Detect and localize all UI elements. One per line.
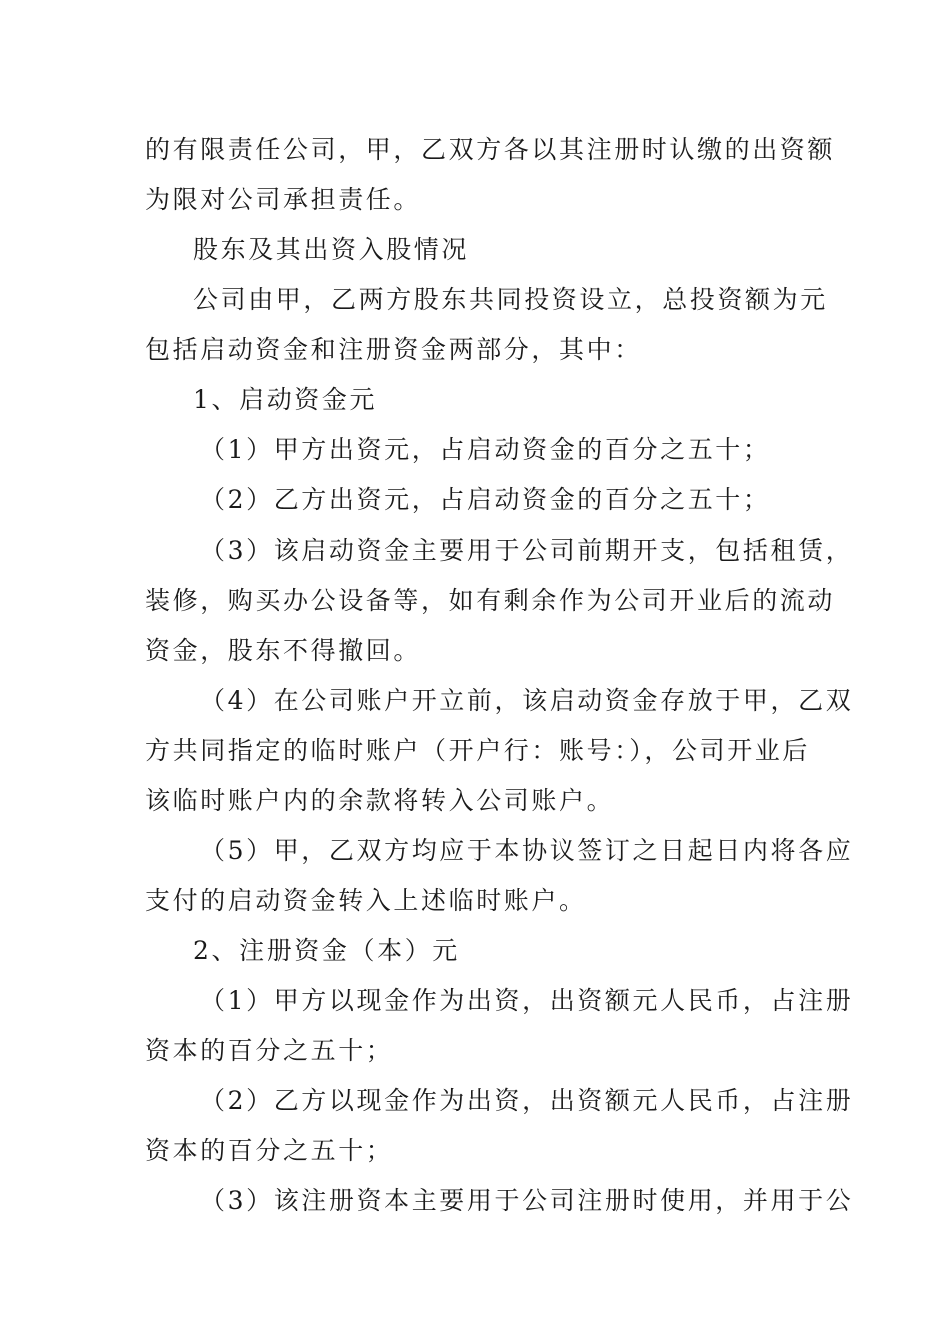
paragraph-line: 资本的百分之五十； xyxy=(145,1036,394,1065)
list-item: （1）甲方出资元，占启动资金的百分之五十； xyxy=(200,435,771,464)
paragraph-line: 该临时账户内的余款将转入公司账户。 xyxy=(145,786,615,815)
list-heading: 2、注册资金（本）元 xyxy=(193,936,460,965)
list-heading: 1、启动资金元 xyxy=(193,385,378,414)
paragraph-line: 资本的百分之五十； xyxy=(145,1136,394,1165)
paragraph-line: 装修，购买办公设备等，如有剩余作为公司开业后的流动 xyxy=(145,586,836,615)
list-item: （4）在公司账户开立前，该启动资金存放于甲，乙双 xyxy=(200,686,854,715)
paragraph-line: 支付的启动资金转入上述临时账户。 xyxy=(145,886,587,915)
list-item: （5）甲，乙双方均应于本协议签订之日起日内将各应 xyxy=(200,836,854,865)
list-item: （2）乙方出资元，占启动资金的百分之五十； xyxy=(200,485,771,514)
paragraph-line: 资金，股东不得撤回。 xyxy=(145,636,422,665)
paragraph-line: 方共同指定的临时账户（开户行：账号：），公司开业后 xyxy=(145,736,811,765)
list-item: （2）乙方以现金作为出资，出资额元人民币，占注册 xyxy=(200,1086,854,1115)
paragraph-line: 包括启动资金和注册资金两部分，其中： xyxy=(145,335,642,364)
paragraph-line: 的有限责任公司，甲，乙双方各以其注册时认缴的出资额 xyxy=(145,135,836,164)
paragraph-line: 为限对公司承担责任。 xyxy=(145,185,422,214)
list-item: （1）甲方以现金作为出资，出资额元人民币，占注册 xyxy=(200,986,854,1015)
paragraph-line: 公司由甲，乙两方股东共同投资设立，总投资额为元 xyxy=(193,285,828,314)
list-item: （3）该启动资金主要用于公司前期开支，包括租赁， xyxy=(200,536,854,565)
list-item: （3）该注册资本主要用于公司注册时使用，并用于公 xyxy=(200,1186,854,1215)
section-heading: 股东及其出资入股情况 xyxy=(193,235,470,264)
